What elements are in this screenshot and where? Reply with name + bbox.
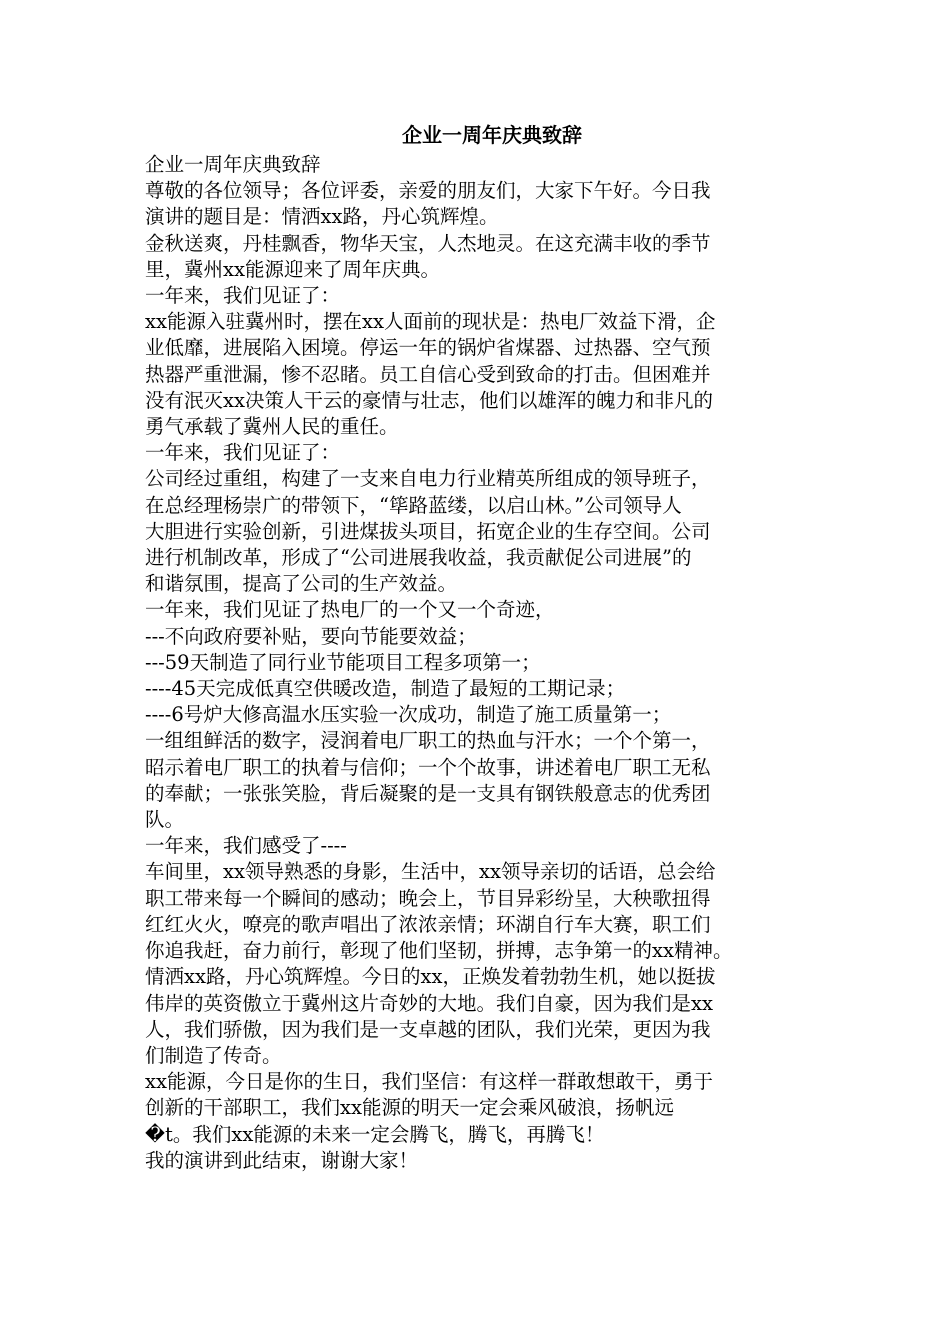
paragraph: ---59天制造了同行业节能项目工程多项第一； <box>145 650 541 674</box>
paragraph: xx能源，今日是你的生日，我们坚信：有这样一群敢想敢干，勇于 创新的干部职工，我们xx能源的明天一定会乘风破浪，扬帆远 �t。我们xx能源的未来一定会腾飞，腾飞，再腾飞！ <box>145 1070 713 1146</box>
paragraph: 一年来，我们见证了热电厂的一个又一个奇迹， <box>145 598 555 622</box>
paragraph: 车间里，xx领导熟悉的身影，生活中，xx领导亲切的话语，总会给 职工带来每一个瞬间的感动；晚会上，节目异彩纷呈，大秧歌扭得 红红火火，嘹亮的歌声唱出了浓浓亲情；环湖自行车大赛，职工们 你追我赶，奋力前行，彰现了他们坚韧，拼搏，志争第一的xx精神。 <box>145 860 733 963</box>
paragraph: ---不向政府要补贴，要向节能要效益； <box>145 624 477 648</box>
paragraph: 企业一周年庆典致辞 <box>145 153 321 176</box>
paragraph: 情洒xx路，丹心筑辉煌。今日的xx，正焕发着勃勃生机，她以挺拔 伟岸的英资傲立于冀州这片奇妙的大地。我们自豪，因为我们是xx 人，我们骄傲，因为我们是一支卓越的团队，我们光荣，更因为我 们制造了传奇。 <box>145 965 716 1067</box>
document-title: 企业一周年庆典致辞 <box>402 123 582 147</box>
paragraph: 一组组鲜活的数字，浸润着电厂职工的热血与汗水；一个个第一， 昭示着电厂职工的执着与信仰；一个个故事，讲述着电厂职工无私 的奉献；一张张笑脸，背后凝聚的是一支具有钢铁般意志的优秀团 队。 <box>145 729 711 832</box>
paragraph: 尊敬的各位领导；各位评委，亲爱的朋友们，大家下午好。今日我 演讲的题目是：情洒xx路，丹心筑辉煌。 <box>145 179 711 229</box>
paragraph: 金秋送爽，丹桂飘香，物华天宝，人杰地灵。在这充满丰收的季节 里，冀州xx能源迎来了周年庆典。 <box>145 231 711 281</box>
paragraph: ----6号炉大修高温水压实验一次成功，制造了施工质量第一； <box>145 703 672 727</box>
paragraph: 一年来，我们见证了： <box>145 284 341 308</box>
paragraph: 一年来，我们见证了： <box>145 441 341 465</box>
paragraph: ----45天完成低真空供暖改造，制造了最短的工期记录； <box>145 677 626 701</box>
paragraph: xx能源入驻冀州时，摆在xx人面前的现状是：热电厂效益下滑，企 业低靡，进展陷入困境。停运一年的锅炉省煤器、过热器、空气预 热器严重泄漏，惨不忍睹。员工自信心受到致命的打击。但困难并 没有泯灭xx决策人干云的豪情与壮志，他们以雄浑的魄力和非凡的 勇气承载了冀州人民的重任。 <box>145 310 716 439</box>
paragraph: 我的演讲到此结束，谢谢大家！ <box>145 1148 419 1172</box>
document-body <box>145 152 825 1174</box>
paragraph: 一年来，我们感受了---- <box>145 834 347 858</box>
document-page <box>145 118 825 1174</box>
paragraph: 公司经过重组，构建了一支来自电力行业精英所组成的领导班子， 在总经理杨崇广的带领下，“筚路蓝缕，以启山林。”公司领导人 大胆进行实验创新，引进煤拔头项目，拓宽企业的生存空间。公司 进行机制改革，形成了“公司进展我收益，我贡献促公司进展”的 和谐氛围，提高了公司的生产效益。 <box>145 467 711 596</box>
